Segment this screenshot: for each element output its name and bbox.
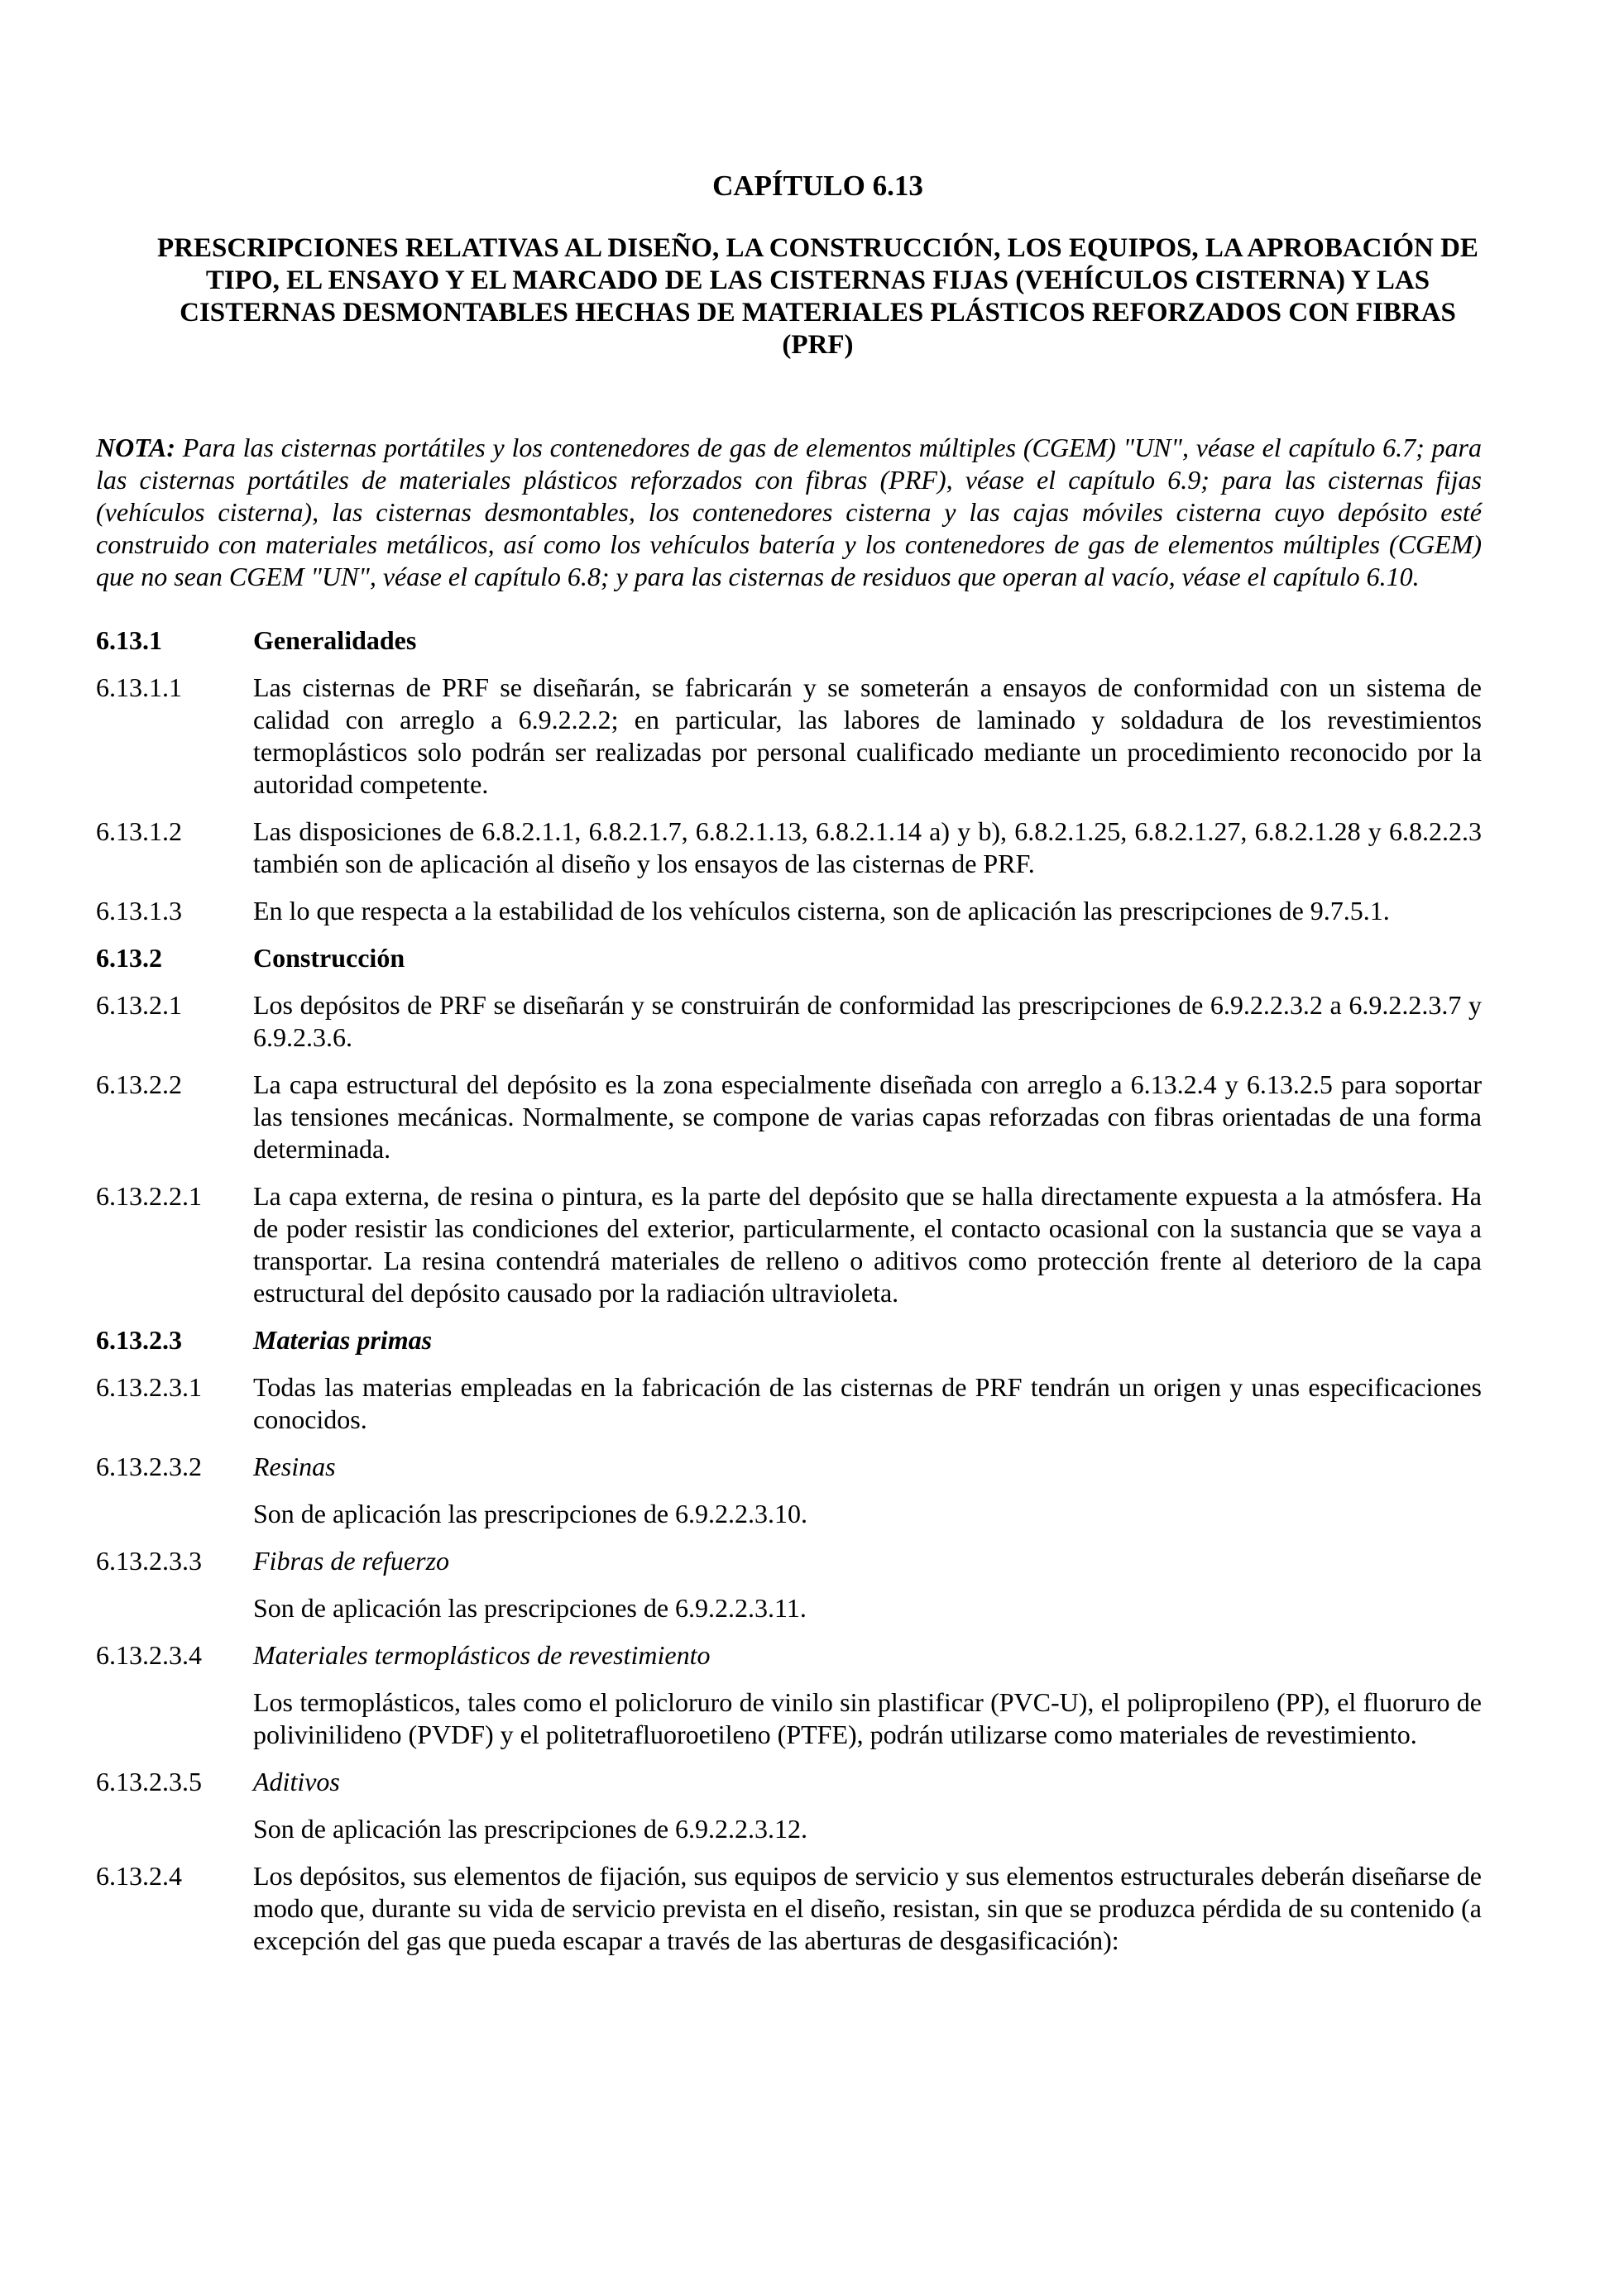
chapter-subtitle: PRESCRIPCIONES RELATIVAS AL DISEÑO, LA CONSTRUCCIÓN, LOS EQUIPOS, LA APROBACIÓN DE TIPO, EL ENSAYO Y EL MARCADO DE LAS CISTERNAS FIJAS (VEHÍCULOS CISTERNA) Y LAS CISTERNAS DESMONTABLES HECHAS DE MATERIALES PLÁSTICOS REFORZADOS CON FIBRAS (PRF) bbox=[157, 233, 1478, 360]
section-title: Materiales termoplásticos de revestimiento bbox=[253, 1640, 711, 1670]
section-6-13-1-3 bbox=[96, 895, 1482, 927]
section-6-13-2-3-1 bbox=[96, 1371, 1482, 1436]
section-title: Construcción bbox=[253, 943, 405, 973]
section-text: La capa externa, de resina o pintura, es la parte del depósito que se halla directamente expuesta a la atmósfera. Ha de poder resistir las condiciones del exterior, particularmente, el contacto ocasional con la sustancia que se vaya a transportar. La resina contendrá materiales de relleno o aditivos como protección frente al deterioro de la capa estructural del depósito causado por la radiación ultravioleta. bbox=[253, 1181, 1482, 1308]
section-6-13-2-4 bbox=[96, 1860, 1482, 1957]
section-number: 6.13.2.3.4 bbox=[96, 1640, 202, 1670]
section-text: Son de aplicación las prescripciones de 6.9.2.2.3.12. bbox=[253, 1814, 808, 1844]
section-number: 6.13.2 bbox=[96, 943, 162, 973]
section-title: Aditivos bbox=[253, 1767, 340, 1796]
section-title: Materias primas bbox=[253, 1325, 433, 1355]
note-label: NOTA: bbox=[96, 433, 175, 462]
section-6-13-2-3 bbox=[96, 1324, 1482, 1356]
section-title: Fibras de refuerzo bbox=[253, 1546, 450, 1576]
chapter-title: CAPÍTULO 6.13 bbox=[712, 170, 923, 202]
section-text: Los termoplásticos, tales como el policloruro de vinilo sin plastificar (PVC-U), el polipropileno (PP), el fluoruro de polivinilideno (PVDF) y el politetrafluoroetileno (PTFE), podrán utilizarse como materiales de revestimiento. bbox=[253, 1687, 1482, 1749]
section-text: Las cisternas de PRF se diseñarán, se fabricarán y se someterán a ensayos de conformidad con un sistema de calidad con arreglo a 6.9.2.2.2; en particular, las labores de laminado y soldadura de los revestimientos termoplásticos solo podrán ser realizadas por personal cualificado mediante un procedimiento reconocido por la autoridad competente. bbox=[253, 672, 1482, 799]
section-number: 6.13.2.2.1 bbox=[96, 1181, 202, 1211]
section-6-13-1-1 bbox=[96, 672, 1482, 801]
section-text: Son de aplicación las prescripciones de 6.9.2.2.3.10. bbox=[253, 1499, 808, 1528]
section-6-13-2-3-2 bbox=[96, 1451, 1482, 1483]
section-text: Los depósitos, sus elementos de fijación, sus equipos de servicio y sus elementos estructurales deberán diseñarse de modo que, durante su vida de servicio prevista en el diseño, resistan, sin que se produzca pérdida de su contenido (a excepción del gas que pueda escapar a través de las aberturas de desgasificación): bbox=[253, 1861, 1482, 1955]
section-number: 6.13.2.2 bbox=[96, 1069, 182, 1099]
section-number: 6.13.2.3.1 bbox=[96, 1372, 202, 1402]
section-number: 6.13.1.3 bbox=[96, 896, 182, 926]
section-title: Generalidades bbox=[253, 625, 417, 655]
section-title: Resinas bbox=[253, 1452, 336, 1481]
section-text: En lo que respecta a la estabilidad de los vehículos cisterna, son de aplicación las prescripciones de 9.7.5.1. bbox=[253, 896, 1390, 926]
section-number: 6.13.2.4 bbox=[96, 1861, 182, 1891]
section-6-13-2-3-3 bbox=[96, 1545, 1482, 1577]
section-text: Los depósitos de PRF se diseñarán y se construirán de conformidad las prescripciones de 6.9.2.2.3.2 a 6.9.2.2.3.7 y 6.9.2.3.6. bbox=[253, 990, 1482, 1052]
section-text: Todas las materias empleadas en la fabricación de las cisternas de PRF tendrán un origen y unas especificaciones conocidos. bbox=[253, 1372, 1482, 1434]
section-number: 6.13.2.3.3 bbox=[96, 1546, 202, 1576]
section-text: Son de aplicación las prescripciones de 6.9.2.2.3.11. bbox=[253, 1593, 807, 1623]
section-number: 6.13.2.3.2 bbox=[96, 1452, 202, 1481]
note-text: Para las cisternas portátiles y los contenedores de gas de elementos múltiples (CGEM) "UN", véase el capítulo 6.7; para las cisternas portátiles de materiales plásticos reforzados con fibras (PRF), véase el capítulo 6.9; para las cisternas fijas (vehículos cisterna), las cisternas desmontables, los contenedores cisterna y las cajas móviles cisterna cuyo depósito esté construido con materiales metálicos, así como los vehículos batería y los contenedores de gas de elementos múltiples (CGEM) que no sean CGEM "UN", véase el capítulo 6.8; y para las cisternas de residuos que operan al vacío, véase el capítulo 6.10. bbox=[96, 433, 1483, 591]
section-number: 6.13.2.3.5 bbox=[96, 1767, 202, 1796]
section-number: 6.13.2.1 bbox=[96, 990, 182, 1020]
section-6-13-2-1 bbox=[96, 989, 1482, 1054]
section-6-13-1-2 bbox=[96, 816, 1482, 880]
section-6-13-1 bbox=[96, 624, 1482, 657]
section-6-13-2 bbox=[96, 942, 1482, 974]
section-6-13-2-3-4 bbox=[96, 1639, 1482, 1672]
section-text: Las disposiciones de 6.8.2.1.1, 6.8.2.1.7, 6.8.2.1.13, 6.8.2.1.14 a) y b), 6.8.2.1.25, 6.8.2.1.27, 6.8.2.1.28 y 6.8.2.2.3 también son de aplicación al diseño y los ensayos de las cisternas de PRF. bbox=[253, 816, 1482, 878]
section-6-13-2-2-1 bbox=[96, 1180, 1482, 1309]
section-text: La capa estructural del depósito es la zona especialmente diseñada con arreglo a 6.13.2.4 y 6.13.2.5 para soportar las tensiones mecánicas. Normalmente, se compone de varias capas reforzadas con fibras orientadas de una forma determinada. bbox=[253, 1069, 1482, 1164]
section-number: 6.13.2.3 bbox=[96, 1325, 182, 1355]
section-number: 6.13.1 bbox=[96, 625, 162, 655]
section-6-13-2-2 bbox=[96, 1069, 1482, 1165]
note-paragraph bbox=[96, 432, 1482, 593]
section-number: 6.13.1.1 bbox=[96, 672, 182, 702]
section-6-13-2-3-5 bbox=[96, 1766, 1482, 1798]
section-number: 6.13.1.2 bbox=[96, 816, 182, 846]
